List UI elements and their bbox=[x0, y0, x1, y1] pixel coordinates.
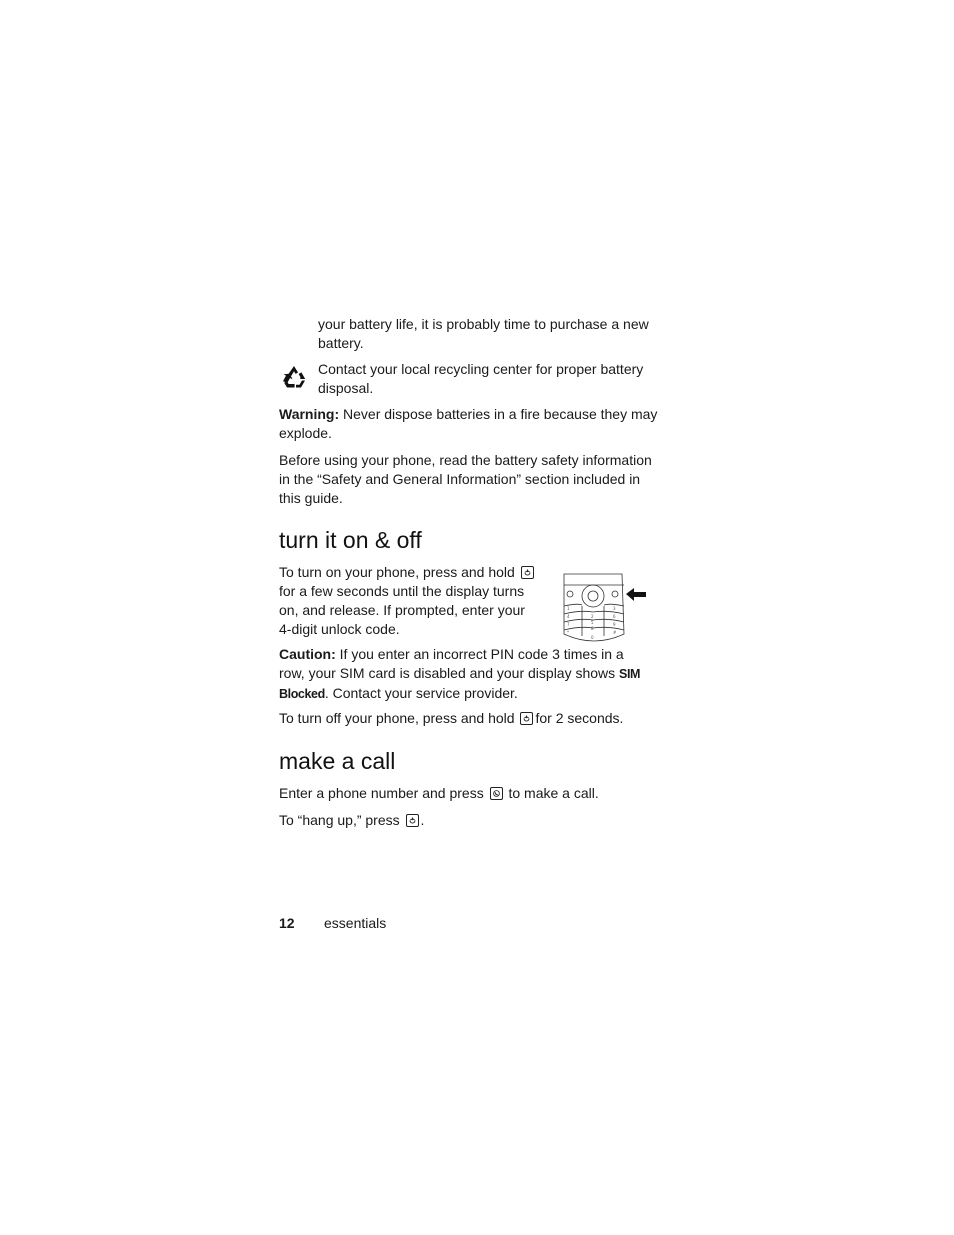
page-number: 12 bbox=[279, 915, 295, 931]
turn-off-text-2: for 2 seconds. bbox=[535, 710, 624, 726]
recycle-text: Contact your local recycling center for proper battery disposal. bbox=[318, 361, 644, 396]
warning-paragraph bbox=[279, 405, 659, 443]
svg-text:7: 7 bbox=[567, 622, 570, 627]
caution-text-1: If you enter an incorrect PIN code 3 times in a row, your SIM card is disabled and your display shows bbox=[279, 646, 624, 681]
sim-blocked-display: SIM Blocked bbox=[279, 667, 641, 701]
svg-text:#: # bbox=[613, 630, 617, 635]
caution-label: Caution: bbox=[279, 646, 336, 662]
svg-text:6: 6 bbox=[613, 614, 616, 619]
svg-text:8: 8 bbox=[591, 626, 594, 631]
turn-off-text-1: To turn off your phone, press and hold bbox=[279, 710, 515, 726]
warning-text: Never dispose batteries in a fire because they may explode. bbox=[279, 406, 658, 441]
svg-text:0: 0 bbox=[591, 635, 594, 640]
power-end-key-icon bbox=[520, 712, 533, 725]
call-text-1: Enter a phone number and press bbox=[279, 785, 484, 801]
turn-on-paragraph bbox=[279, 563, 541, 639]
svg-text:1: 1 bbox=[567, 606, 570, 611]
before-using-text: Before using your phone, read the battery safety information in the “Safety and General Information” section included in this guide. bbox=[279, 452, 652, 506]
hangup-text-2: . bbox=[420, 812, 425, 828]
svg-text:9: 9 bbox=[613, 622, 616, 627]
phone-keypad-illustration bbox=[560, 572, 648, 648]
turn-on-text-2: for a few seconds until the display turns on, and release. If prompted, enter your 4-digit unlock code. bbox=[279, 583, 525, 637]
hangup-text-1: To “hang up,” press bbox=[279, 812, 400, 828]
warning-label: Warning: bbox=[279, 406, 340, 422]
call-paragraph bbox=[279, 784, 659, 803]
power-end-key-icon bbox=[406, 814, 419, 827]
hangup-paragraph bbox=[279, 811, 659, 830]
heading-turn-on-off: turn it on & off bbox=[279, 527, 422, 553]
turn-off-paragraph bbox=[279, 709, 659, 728]
svg-text:5: 5 bbox=[591, 620, 594, 625]
battery-life-text: your battery life, it is probably time to purchase a new battery. bbox=[318, 316, 649, 351]
power-end-key-icon bbox=[521, 566, 534, 579]
caution-text-2: . Contact your service provider. bbox=[324, 685, 518, 701]
heading-make-a-call: make a call bbox=[279, 748, 396, 774]
recycle-icon bbox=[281, 364, 307, 390]
caution-paragraph bbox=[279, 645, 649, 704]
send-key-icon bbox=[490, 787, 503, 800]
svg-text:2: 2 bbox=[591, 614, 594, 619]
footer-section-name: essentials bbox=[324, 915, 387, 931]
svg-text:3: 3 bbox=[613, 606, 616, 611]
svg-text:*: * bbox=[567, 630, 569, 635]
call-text-2: to make a call. bbox=[504, 785, 599, 801]
svg-text:4: 4 bbox=[567, 614, 570, 619]
turn-on-text-1: To turn on your phone, press and hold bbox=[279, 564, 515, 580]
